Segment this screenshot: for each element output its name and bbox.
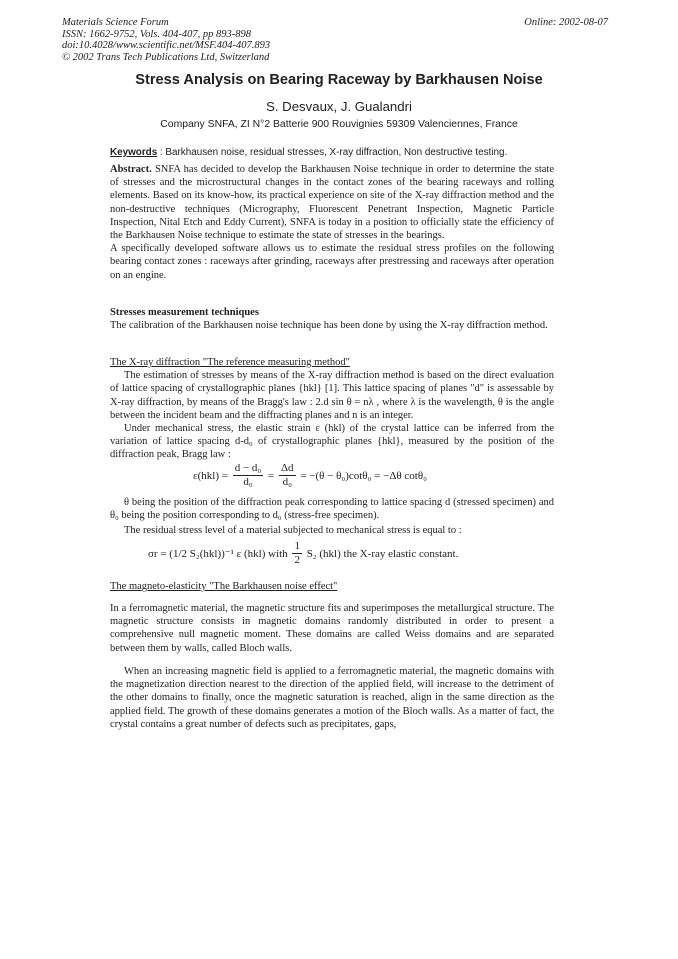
section-xray-para2: Under mechanical stress, the elastic strain ε (hkl) of the crystal lattice can be inferred from the variation of lattice spacing d-d₀ of crystallographic planes {hkl}, measured by the position of the diffraction peak, Bragg law : <box>110 423 554 461</box>
section-xray-heading: The X-ray diffraction "The reference measuring method" <box>110 357 350 368</box>
section-magneto-para1: In a ferromagnetic material, the magnetic structure fits and superimposes the metallurgical structure. The magnetic structure consists in magnetic domains randomly distributed in order to present a comprehensive null magnetic moment. These domains are called Weiss domains and are separated between them by walls, called Bloch walls. <box>110 603 554 654</box>
section-magneto <box>110 602 554 655</box>
equation-stress <box>148 540 458 567</box>
abstract-label: Abstract. <box>110 164 152 175</box>
journal-copyright: © 2002 Trans Tech Publications Ltd, Switzerland <box>62 51 270 63</box>
abstract-text: SNFA has decided to develop the Barkhausen Noise technique in order to determine the state of stresses and the microstructural changes in the contact zones of the bearing raceways and rolling elements. Based on its know-how, its practical experience on site of the X-ray diffraction method and the non-destructive techniques (Micrography, Fluorescent Penetrant Inspection, Magnetic Particle Inspection, Nital Etch and Eddy Current), SNFA is today in a position to officially state the efficiency of the Barkhausen Noise technique to estimate the state of stresses in the bearings. <box>110 164 554 242</box>
section-magneto-heading-block <box>110 580 554 593</box>
eq1-lhs: ε(hkl) = <box>193 469 228 482</box>
journal-issn: ISSN: 1662-9752, Vols. 404-407, pp 893-898 <box>62 28 251 40</box>
eq1-fraction-2 <box>279 462 296 489</box>
journal-doi: doi:10.4028/www.scientific.net/MSF.404-407.893 <box>62 40 271 51</box>
eq2-fraction <box>292 540 302 567</box>
eq1-frac2-den: d₀ <box>282 476 292 488</box>
paper-authors: S. Desvaux, J. Gualandri <box>266 99 412 114</box>
section-residual <box>110 524 554 537</box>
eq1-frac1-den: d₀ <box>243 476 253 488</box>
abstract-para2: A specifically developed software allows us to estimate the residual stress profiles on the following bearing contact zones : raceways after grinding, raceways after prestressing and raceways after operation on an engine. <box>110 243 554 281</box>
section-stress <box>110 306 554 332</box>
section-magneto-heading: The magneto-elasticity "The Barkhausen noise effect" <box>110 581 338 592</box>
eq2-frac-num: 1 <box>294 540 300 552</box>
section-theta-text: θ being the position of the diffraction peak corresponding to lattice spacing d (stressed specimen) and θ₀ being the position corresponding to d₀ (stress-free specimen). <box>110 497 554 522</box>
eq2-frac-den: 2 <box>294 554 300 566</box>
section-magneto-2 <box>110 665 554 731</box>
paper-affiliation: Company SNFA, ZI N°2 Batterie 900 Rouvignies 59309 Valenciennes, France <box>160 119 518 130</box>
paper-title: Stress Analysis on Bearing Raceway by Barkhausen Noise <box>135 72 543 88</box>
keywords-line <box>110 147 570 158</box>
eq2-lhs: σr = (1/2 S₂(hkl))⁻¹ ε (hkl) with <box>148 548 288 560</box>
section-stress-text: The calibration of the Barkhausen noise technique has been done by using the X-ray diffraction method. <box>110 320 548 332</box>
eq1-rhs: = −(θ − θ₀)cotθ₀ = −Δθ cotθ₀ <box>300 469 427 482</box>
journal-name: Materials Science Forum <box>62 17 169 28</box>
section-magneto-para2: When an increasing magnetic field is applied to a ferromagnetic material, the magnetic domains with the magnetization direction nearest to the direction of the applied field, will increase to the detriment of the other domains to finally, once the magnetic saturation is reached, align in the same direction as the applied field. The growth of these domains generates a motion of the Bloch walls. As a matter of fact, the crystal contains a great number of defects such as precipitates, gaps, <box>110 666 554 730</box>
eq2-rhs: S₂ (hkl) the X-ray elastic constant. <box>306 547 459 560</box>
eq1-frac1-num: d − d₀ <box>234 462 262 474</box>
online-date: Online: 2002-08-07 <box>524 17 608 28</box>
section-xray-para1: The estimation of stresses by means of the X-ray diffraction method is based on the direct evaluation of lattice spacing of crystallographic planes {hkl} [1]. This lattice spacing of planes "d" is assessable by X-ray diffraction, by means of the Bragg's law : 2.d sin θ = nλ , where λ is the wavelength, θ is the angle between the incident beam and the diffracting planes and n is an integer. <box>110 370 554 421</box>
equation-strain <box>193 462 427 489</box>
journal-header <box>62 17 270 63</box>
section-stress-heading: Stresses measurement techniques <box>110 307 259 318</box>
section-xray <box>110 356 554 462</box>
section-theta <box>110 496 554 522</box>
eq1-frac2-num: Δd <box>280 462 294 474</box>
section-residual-text: The residual stress level of a material subjected to mechanical stress is equal to : <box>124 525 462 536</box>
eq1-equals: = <box>268 469 275 482</box>
eq1-fraction-1 <box>233 462 264 489</box>
abstract-block <box>110 163 554 282</box>
keywords-label: Keywords <box>110 147 158 158</box>
keywords-text: : Barkhausen noise, residual stresses, X-ray diffraction, Non destructive testing. <box>157 147 508 158</box>
